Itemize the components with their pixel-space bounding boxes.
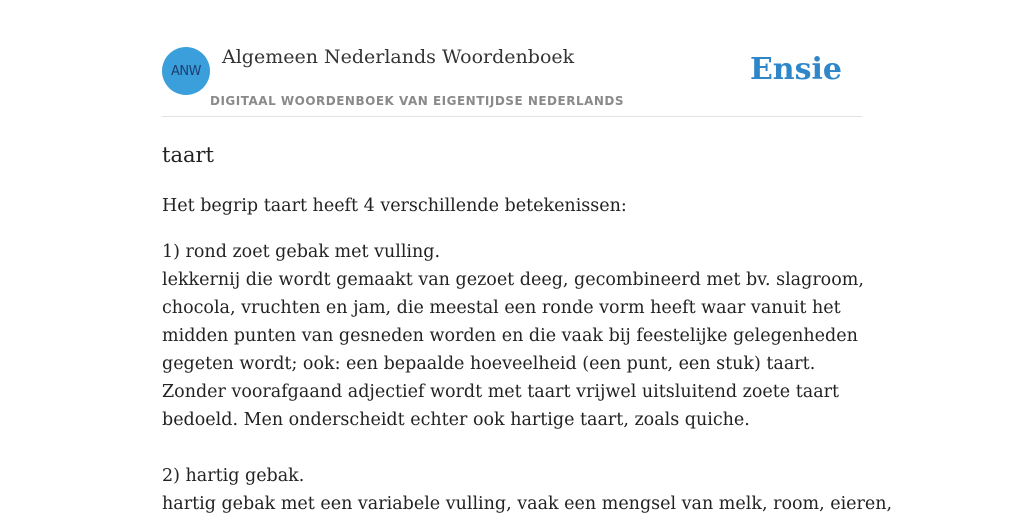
intro-text: Het begrip taart heeft 4 verschillende betekenissen: [162,196,627,216]
site-title[interactable]: Algemeen Nederlands Woordenboek [222,46,575,68]
site-header [162,44,862,117]
meaning-line: Zonder voorafgaand adjectief wordt met taart vrijwel uitsluitend zoete taart [162,382,840,402]
meaning-title: 2) hartig gebak. [162,466,305,486]
site-subtitle: DIGITAAL WOORDENBOEK VAN EIGENTIJDSE NEDERLANDS [210,94,625,108]
meaning-line: lekkernij die wordt gemaakt van gezoet deeg, gecombineerd met bv. slagroom, [162,270,864,290]
ensie-logo[interactable]: Ensie [749,52,842,87]
meaning-line: gegeten wordt; ook: een bepaalde hoeveelheid (een punt, een stuk) taart. [162,354,816,374]
meaning-line: bedoeld. Men onderscheidt echter ook hartige taart, zoals quiche. [162,410,750,430]
headword: taart [162,143,214,167]
meaning-2 [162,462,893,518]
entry-content [162,138,893,518]
meaning-1 [162,238,872,434]
meaning-line: chocola, vruchten en jam, die meestal een ronde vorm heeft waar vanuit het [162,298,841,318]
meaning-line: midden punten van gesneden worden en die vaak bij feestelijke gelegenheden [162,326,858,346]
anw-logo[interactable]: ANW [162,47,210,95]
meaning-line: hartig gebak met een variabele vulling, vaak een mengsel van melk, room, eieren, [162,494,893,514]
meaning-title: 1) rond zoet gebak met vulling. [162,242,441,262]
